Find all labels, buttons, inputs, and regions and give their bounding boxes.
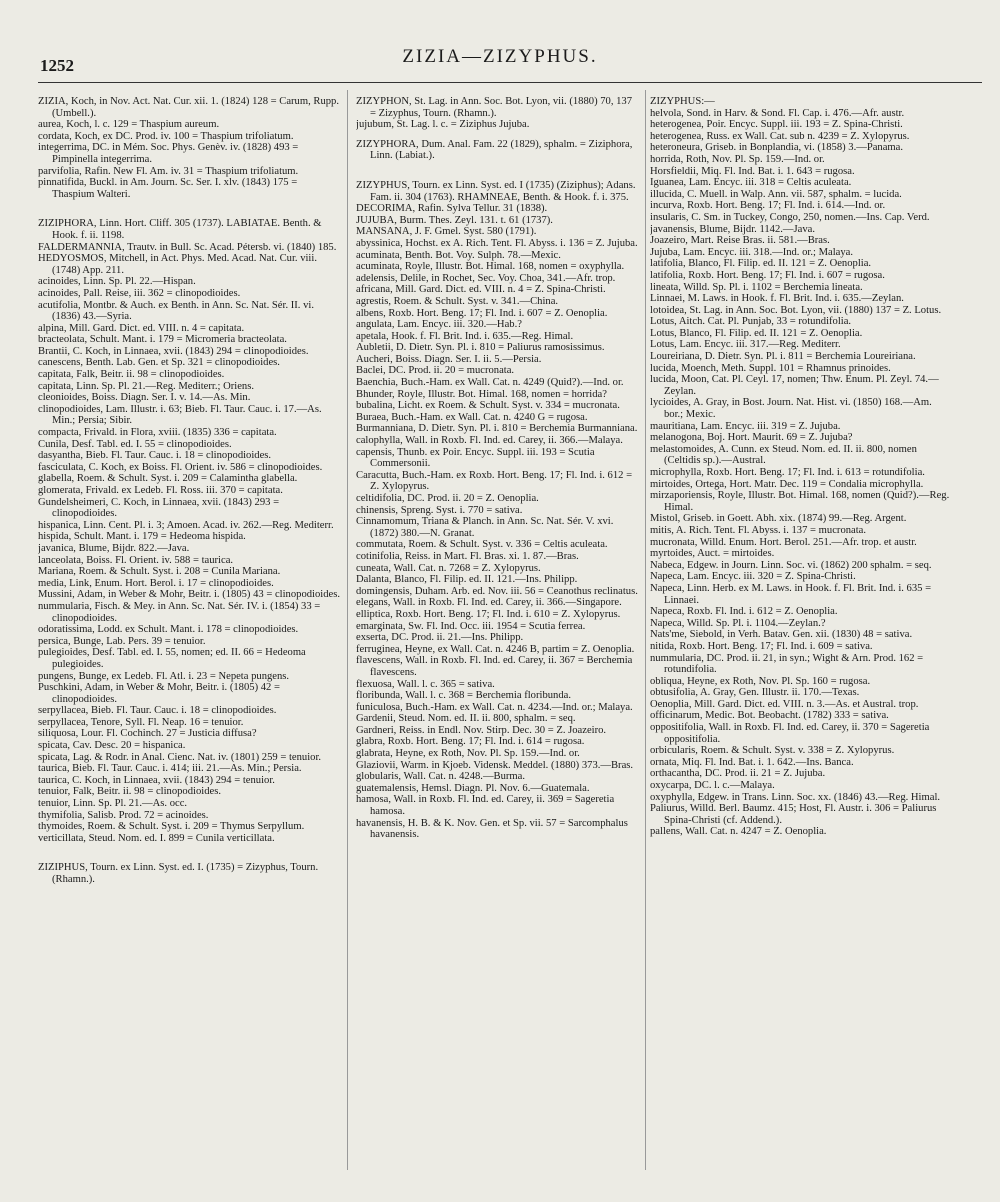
index-entry: agrestis, Roem. & Schult. Syst. v. 341.—China. (356, 295, 559, 307)
index-entry: Linnaei, M. Laws. in Hook. f. Fl. Brit. Ind. i. 635.—Zeylan. (650, 293, 904, 305)
index-entry: ZIZIA, Koch, in Nov. Act. Nat. Cur. xii. 1. (1824) 128 = Carum, Rupp. (Umbell.). (38, 96, 339, 119)
index-entry: MANSANA, J. F. Gmel. Syst. 580 (1791). (356, 226, 537, 238)
index-entry: Lotus, Aitch. Cat. Pl. Punjab, 33 = rotundifolia. (650, 316, 852, 328)
index-entry: flexuosa, Wall. l. c. 365 = sativa. (356, 678, 495, 690)
index-entry: ZIZYPHUS, Tourn. ex Linn. Syst. ed. I (1735) (Ziziphus); Adans. Fam. ii. 304 (1763). RHAMNEAE, Benth. & Hook. f. i. 375. (356, 179, 636, 203)
index-entry: thymifolia, Salisb. Prod. 72 = acinoides. (38, 809, 209, 821)
index-entry: canescens, Benth. Lab. Gen. et Sp. 321 = clinopodioides. (38, 357, 280, 369)
index-entry: lucida, Moon, Cat. Pl. Ceyl. 17, nomen; Thw. Enum. Pl. Zeyl. 74.—Zeylan. (650, 374, 939, 397)
index-entry: thymoides, Roem. & Schult. Syst. i. 209 = Thymus Serpyllum. (38, 821, 305, 833)
index-entry: serpyllacea, Bieb. Fl. Taur. Cauc. i. 18 = clinopodioides. (38, 705, 277, 717)
index-entry: integerrima, DC. in Mém. Soc. Phys. Genèv. iv. (1828) 493 = Pimpinella integerrima. (38, 142, 299, 165)
index-entry: melastomoides, A. Cunn. ex Steud. Nom. ed. II. ii. 800, nomen (Celtidis sp.).—Austral. (650, 443, 917, 467)
index-entry: javanensis, Blume, Bijdr. 1142.—Java. (650, 223, 815, 235)
index-entry: Aucheri, Boiss. Diagn. Ser. I. ii. 5.—Persia. (356, 353, 542, 365)
index-entry: Joazeiro, Mart. Reise Bras. ii. 581.—Bras. (650, 235, 830, 247)
index-entry: bubalina, Licht. ex Roem. & Schult. Syst. v. 334 = mucronata. (356, 400, 620, 412)
index-entry: Baenchia, Buch.-Ham. ex Wall. Cat. n. 4249 (Quid?).—Ind. or. (356, 377, 624, 389)
index-entry: dasyantha, Bieb. Fl. Taur. Cauc. i. 18 = clinopodioides. (38, 450, 272, 462)
index-entry: mirzaporiensis, Royle, Illustr. Bot. Himal. 168, nomen (Quid?).—Reg. Himal. (650, 490, 950, 513)
index-entry: Lotus, Blanco, Fl. Filip. ed. II. 121 = Z. Oenoplia. (650, 327, 863, 339)
index-entry: Iguanea, Lam. Encyc. iii. 318 = Celtis aculeata. (650, 177, 852, 189)
index-entry: aurea, Koch, l. c. 129 = Thaspium aureum. (38, 119, 220, 131)
index-entry: Nabeca, Edgew. in Journ. Linn. Soc. vi. (1862) 200 sphalm. = seq. (650, 559, 932, 571)
index-entry: illucida, C. Muell. in Walp. Ann. vii. 587, sphalm. = lucida. (650, 188, 902, 200)
index-entry: Gardneri, Reiss. in Endl. Nov. Stirp. Dec. 30 = Z. Joazeiro. (356, 724, 607, 736)
index-entry: microphylla, Roxb. Hort. Beng. 17; Fl. Ind. i. 613 = rotundifolia. (650, 467, 925, 478)
index-entry: Oenoplia, Mill. Gard. Dict. ed. VIII. n. 3.—As. et Austral. trop. (650, 698, 919, 710)
index-entry: Loureiriana, D. Dietr. Syn. Pl. i. 811 = Berchemia Loureiriana. (650, 351, 916, 363)
index-entry: oppositifolia, Wall. in Roxb. Fl. Ind. ed. Carey, ii. 370 = Sageretia oppositifolia. (650, 722, 930, 745)
index-entry: ornata, Miq. Fl. Ind. Bat. i. 1. 642.—Ins. Banca. (650, 756, 854, 768)
index-entry: orbicularis, Roem. & Schult. Syst. v. 338 = Z. Xylopyrus. (650, 745, 895, 757)
index-entry: oxyphylla, Edgew. in Trans. Linn. Soc. xx. (1846) 43.—Reg. Himal. (650, 791, 941, 803)
index-entry: myrtoides, Auct. = mirtoides. (650, 548, 775, 560)
index-entry: exserta, DC. Prod. ii. 21.—Ins. Philipp. (356, 632, 524, 644)
index-entry: Napeca, Roxb. Fl. Ind. i. 612 = Z. Oenoplia. (650, 606, 838, 618)
index-entry: cleonioides, Boiss. Diagn. Ser. I. v. 14.—As. Min. (38, 392, 251, 404)
index-entry: glomerata, Frivald. ex Ledeb. Fl. Ross. iii. 370 = capitata. (38, 485, 283, 496)
index-entry: acutifolia, Montbr. & Auch. ex Benth. in Ann. Sc. Nat. Sér. II. vi. (1836) 43.—Syria. (38, 299, 314, 323)
column-1 (38, 96, 341, 1196)
header-rule (38, 82, 982, 83)
index-entry: Cunila, Desf. Tabl. ed. I. 55 = clinopodioides. (38, 438, 232, 450)
index-entry: latifolia, Roxb. Hort. Beng. 17; Fl. Ind. i. 607 = rugosa. (650, 269, 885, 281)
index-entry: Gundelsheimeri, C. Koch, in Linnaea, xvii. (1843) 293 = clinopodioides. (38, 496, 280, 520)
index-entry: glabrata, Heyne, ex Roth, Nov. Pl. Sp. 159.—Ind. or. (356, 748, 580, 760)
index-entry: albens, Roxb. Hort. Beng. 17; Fl. Ind. i. 607 = Z. Oenoplia. (356, 307, 608, 319)
index-entry: ZIZIPHORA, Linn. Hort. Cliff. 305 (1737). LABIATAE. Benth. & Hook. f. ii. 1198. (38, 218, 322, 241)
index-entry: ZIZYPHON, St. Lag. in Ann. Soc. Bot. Lyon, vii. (1880) 70, 137 = Zizyphus, Tourn. (Rhamn.). (356, 96, 633, 119)
index-entry: FALDERMANNIA, Trautv. in Bull. Sc. Acad. Pétersb. vi. (1840) 185. (38, 241, 337, 253)
index-entry: acinoides, Pall. Reise, iii. 362 = clinopodioides. (38, 287, 241, 299)
index-entry: Aubletii, D. Dietr. Syn. Pl. i. 810 = Paliurus ramosissimus. (356, 342, 605, 354)
index-entry: hispanica, Linn. Cent. Pl. i. 3; Amoen. Acad. iv. 262.—Reg. Mediterr. (38, 519, 334, 531)
index-entry: nummularia, DC. Prod. ii. 21, in syn.; Wight & Arn. Prod. 162 = rotundifolia. (650, 652, 924, 676)
index-entry: acuminata, Benth. Bot. Voy. Sulph. 78.—Mexic. (356, 249, 561, 261)
index-entry: celtidifolia, DC. Prod. ii. 20 = Z. Oenoplia. (356, 493, 539, 504)
index-entry: pallens, Wall. Cat. n. 4247 = Z. Oenoplia. (650, 826, 827, 838)
index-entry: tenuior, Linn. Sp. Pl. 21.—As. occ. (38, 798, 188, 810)
index-entry: Mussini, Adam, in Weber & Mohr, Beitr. i. (1805) 43 = clinopodioides. (38, 589, 340, 601)
index-entry: Bhunder, Royle, Illustr. Bot. Himal. 168, nomen = horrida? (356, 388, 607, 400)
column-2 (356, 96, 640, 1196)
index-entry: ZIZYPHUS:— (650, 96, 715, 107)
index-entry: incurva, Roxb. Hort. Beng. 17; Fl. Ind. i. 614.—Ind. or. (650, 200, 886, 212)
index-entry: heterogenea, Russ. ex Wall. Cat. sub n. 4239 = Z. Xylopyrus. (650, 130, 910, 142)
index-entry: Baclei, DC. Prod. ii. 20 = mucronata. (356, 365, 515, 377)
index-entry: latifolia, Blanco, Fl. Filip. ed. II. 121 = Z. Oenoplia. (650, 258, 872, 270)
column-divider (347, 90, 348, 1170)
index-entry: Napeca, Lam. Encyc. iii. 320 = Z. Spina-Christi. (650, 571, 856, 583)
index-entry: cotinifolia, Reiss. in Mart. Fl. Bras. xi. 1. 87.—Bras. (356, 550, 579, 562)
index-entry: Cinnamomum, Triana & Planch. in Ann. Sc. Nat. Sér. V. xvi. (1872) 380.—N. Granat. (356, 516, 614, 539)
index-entry: nitida, Roxb. Hort. Beng. 17; Fl. Ind. i. 609 = sativa. (650, 640, 873, 652)
index-entry: floribunda, Wall. l. c. 368 = Berchemia floribunda. (356, 690, 571, 702)
index-entry: lycioides, A. Gray, in Bost. Journ. Nat. Hist. vi. (1850) 168.—Am. bor.; Mexic. (650, 397, 932, 421)
index-entry: Gardenii, Steud. Nom. ed. II. ii. 800, sphalm. = seq. (356, 713, 576, 725)
index-entry: Napeca, Linn. Herb. ex M. Laws. in Hook. f. Fl. Brit. Ind. i. 635 = Linnaei. (650, 582, 932, 606)
index-entry: glabella, Roem. & Schult. Syst. i. 209 = Calamintha glabella. (38, 473, 298, 485)
index-entry: cuneata, Wall. Cat. n. 7268 = Z. Xylopyrus. (356, 562, 541, 574)
index-entry: lanceolata, Boiss. Fl. Orient. iv. 588 = taurica. (38, 554, 234, 566)
index-entry: guatemalensis, Hemsl. Diagn. Pl. Nov. 6.—Guatemala. (356, 782, 590, 794)
index-entry: tenuior, Falk, Beitr. ii. 98 = clinopodioides. (38, 786, 221, 798)
index-entry: Caracutta, Buch.-Ham. ex Roxb. Hort. Beng. 17; Fl. Ind. i. 612 = Z. Xylopyrus. (356, 469, 633, 493)
index-entry: JUJUBA, Burm. Thes. Zeyl. 131. t. 61 (1737). (356, 214, 553, 226)
index-entry: Horsfieldii, Miq. Fl. Ind. Bat. i. 1. 643 = rugosa. (650, 165, 855, 177)
index-entry: globularis, Wall. Cat. n. 4248.—Burma. (356, 771, 526, 783)
index-entry: spicata, Lag. & Rodr. in Anal. Cienc. Nat. iv. (1801) 259 = tenuior. (38, 751, 322, 763)
index-entry: HEDYOSMOS, Mitchell, in Act. Phys. Med. Acad. Nat. Cur. viii. (1748) App. 211. (38, 253, 317, 276)
index-entry: Buraea, Buch.-Ham. ex Wall. Cat. n. 4240 G = rugosa. (356, 411, 588, 423)
index-entry: melanogona, Boj. Hort. Maurit. 69 = Z. Jujuba? (650, 432, 853, 444)
index-entry: africana, Mill. Gard. Dict. ed. VIII. n. 4 = Z. Spina-Christi. (356, 284, 606, 296)
index-entry: Lotus, Lam. Encyc. iii. 317.—Reg. Mediterr. (650, 339, 841, 351)
index-entry: Brantii, C. Koch, in Linnaea, xvii. (1843) 294 = clinopodioides. (38, 345, 309, 357)
index-entry: siliquosa, Lour. Fl. Cochinch. 27 = Justicia diffusa? (38, 728, 257, 740)
index-entry: domingensis, Duham. Arb. ed. Nov. iii. 56 = Ceanothus reclinatus. (356, 585, 638, 597)
index-entry: heterogenea, Poir. Encyc. Suppl. iii. 193 = Z. Spina-Christi. (650, 119, 903, 131)
index-entry: elegans, Wall. in Roxb. Fl. Ind. ed. Carey, ii. 366.—Singapore. (356, 597, 622, 609)
index-entry: flavescens, Wall. in Roxb. Fl. Ind. ed. Carey, ii. 367 = Berchemia flavescens. (356, 655, 633, 678)
index-entry: fasciculata, C. Koch, ex Boiss. Fl. Orient. iv. 586 = clinopodioides. (38, 461, 323, 473)
index-entry: javanica, Blume, Bijdr. 822.—Java. (38, 542, 190, 554)
index-entry: glabra, Roxb. Hort. Beng. 17; Fl. Ind. i. 614 = rugosa. (356, 736, 585, 748)
index-entry: acinoides, Linn. Sp. Pl. 22.—Hispan. (38, 276, 196, 288)
index-entry: taurica, C. Koch, in Linnaea, xvii. (1843) 294 = tenuior. (38, 774, 275, 786)
page-number: 1252 (40, 56, 74, 75)
index-entry: apetala, Hook. f. Fl. Brit. Ind. i. 635.—Reg. Himal. (356, 330, 574, 342)
index-entry: chinensis, Spreng. Syst. i. 770 = sativa. (356, 504, 523, 516)
index-entry: adelensis, Delile, in Rochet, Sec. Voy. Choa, 341.—Afr. trop. (356, 272, 616, 284)
index-entry: officinarum, Medic. Bot. Beobacht. (1782) 333 = sativa. (650, 710, 889, 722)
index-entry: capitata, Falk, Beitr. ii. 98 = clinopodioides. (38, 369, 225, 381)
index-entry: DECORIMA, Rafin. Sylva Tellur. 31 (1838). (356, 203, 548, 215)
index-entry: Napeca, Willd. Sp. Pl. i. 1104.—Zeylan.? (650, 617, 826, 629)
index-entry: havanensis, H. B. & K. Nov. Gen. et Sp. vii. 57 = Sarcomphalus havanensis. (356, 817, 628, 841)
index-entry: heteroneura, Griseb. in Bonplandia, vi. (1858) 3.—Panama. (650, 142, 904, 154)
index-entry: media, Link, Enum. Hort. Berol. i. 17 = clinopodioides. (38, 577, 274, 589)
running-head: ZIZIA—ZIZYPHUS. (402, 46, 598, 67)
index-entry: capensis, Thunb. ex Poir. Encyc. Suppl. iii. 193 = Scutia Commersonii. (356, 446, 595, 470)
index-entry: mucronata, Willd. Enum. Hort. Berol. 251.—Afr. trop. et austr. (650, 536, 917, 548)
index-entry: Burmanniana, D. Dietr. Syn. Pl. i. 810 = Berchemia Burmanniana. (356, 423, 638, 435)
index-entry: serpyllacea, Tenore, Syll. Fl. Neap. 16 = tenuior. (38, 716, 244, 728)
index-entry: Glaziovii, Warm. in Kjoeb. Vidensk. Meddel. (1880) 373.—Bras. (356, 759, 634, 771)
index-entry: oxycarpa, DC. l. c.—Malaya. (650, 780, 775, 792)
index-entry: alpina, Mill. Gard. Dict. ed. VIII. n. 4 = capitata. (38, 322, 245, 334)
index-entry: pungens, Bunge, ex Ledeb. Fl. Atl. i. 23 = Nepeta pungens. (38, 670, 290, 682)
index-entry: pinnatifida, Buckl. in Am. Journ. Sc. Ser. I. xlv. (1843) 175 = Thaspium Walteri. (38, 177, 298, 200)
index-entry: angulata, Lam. Encyc. iii. 320.—Hab.? (356, 319, 522, 331)
index-entry: Mistol, Griseb. in Goett. Abh. xix. (1874) 99.—Reg. Argent. (650, 513, 907, 525)
index-entry: capitata, Linn. Sp. Pl. 21.—Reg. Mediterr.; Oriens. (38, 380, 254, 392)
index-entry: cordata, Koch, ex DC. Prod. iv. 100 = Thaspium trifoliatum. (38, 130, 294, 142)
index-entry: hamosa, Wall. in Roxb. Fl. Ind. ed. Carey, ii. 369 = Sageretia hamosa. (356, 794, 615, 818)
index-entry: Dalanta, Blanco, Fl. Filip. ed. II. 121.—Ins. Philipp. (356, 574, 578, 586)
index-entry: clinopodioides, Lam. Illustr. i. 63; Bieb. Fl. Taur. Cauc. i. 17.—As. Min.; Persia; Sibir. (38, 403, 322, 427)
column-divider (645, 90, 646, 1170)
index-entry: taurica, Bieb. Fl. Taur. Cauc. i. 414; iii. 21.—As. Min.; Persia. (38, 763, 302, 775)
index-entry: hispida, Schult. Mant. i. 179 = Hedeoma hispida. (38, 531, 246, 543)
index-entry: mitis, A. Rich. Tent. Fl. Abyss. i. 137 = mucronata. (650, 524, 867, 536)
index-entry: ferruginea, Heyne, ex Wall. Cat. n. 4246 B, partim = Z. Oenoplia. (356, 643, 635, 655)
index-entry: nummularia, Fisch. & Mey. in Ann. Sc. Nat. Sér. IV. i. (1854) 33 = clinopodioides. (38, 600, 321, 624)
index-entry: obliqua, Heyne, ex Roth, Nov. Pl. Sp. 160 = rugosa. (650, 675, 871, 687)
index-entry: abyssinica, Hochst. ex A. Rich. Tent. Fl. Abyss. i. 136 = Z. Jujuba. (356, 237, 638, 249)
index-entry: helvola, Sond. in Harv. & Sond. Fl. Cap. i. 476.—Afr. austr. (650, 107, 905, 119)
index-entry: verticillata, Steud. Nom. ed. I. 899 = Cunila verticillata. (38, 832, 275, 844)
index-entry: Paliurus, Willd. Berl. Baumz. 415; Host, Fl. Austr. i. 306 = Paliurus Spina-Christi (cf. Addend.). (650, 803, 937, 826)
index-entry: emarginata, Sw. Fl. Ind. Occ. iii. 1954 = Scutia ferrea. (356, 620, 586, 632)
index-entry: Puschkini, Adam, in Weber & Mohr, Beitr. i. (1805) 42 = clinopodioides. (38, 682, 280, 705)
index-entry: jujubum, St. Lag. l. c. = Ziziphus Jujuba. (356, 119, 530, 131)
index-entry: orthacantha, DC. Prod. ii. 21 = Z. Jujuba. (650, 768, 826, 780)
index-entry: bracteolata, Schult. Mant. i. 179 = Micromeria bracteolata. (38, 334, 287, 346)
index-entry: Mariana, Roem. & Schult. Syst. i. 208 = Cunila Mariana. (38, 566, 281, 578)
index-entry: lineata, Willd. Sp. Pl. i. 1102 = Berchemia lineata. (650, 281, 863, 293)
column-3 (650, 96, 952, 1196)
index-entry: compacta, Frivald. in Flora, xviii. (1835) 336 = capitata. (38, 427, 277, 439)
index-entry: lucida, Moench, Meth. Suppl. 101 = Rhamnus prinoides. (650, 362, 891, 374)
index-entry: elliptica, Roxb. Hort. Beng. 17; Fl. Ind. i. 610 = Z. Xylopyrus. (356, 608, 621, 620)
index-entry: ZIZIPHUS, Tourn. ex Linn. Syst. ed. I. (1735) = Zizyphus, Tourn. (Rhamn.). (38, 862, 319, 885)
index-entry: mauritiana, Lam. Encyc. iii. 319 = Z. Jujuba. (650, 420, 841, 432)
index-entry: calophylla, Wall. in Roxb. Fl. Ind. ed. Carey, ii. 366.—Malaya. (356, 435, 623, 447)
index-entry: Nats'me, Siebold, in Verh. Batav. Gen. xii. (1830) 48 = sativa. (650, 629, 913, 641)
index-entry: obtusifolia, A. Gray, Gen. Illustr. ii. 170.—Texas. (650, 687, 860, 699)
index-entry: persica, Bunge, Lab. Pers. 39 = tenuior. (38, 635, 206, 647)
index-entry: insularis, C. Sm. in Tuckey, Congo, 250, nomen.—Ins. Cap. Verd. (650, 211, 930, 223)
index-entry: acuminata, Royle, Illustr. Bot. Himal. 168, nomen = oxyphylla. (356, 261, 625, 273)
index-entry: mirtoides, Ortega, Hort. Matr. Dec. 119 = Condalia microphylla. (650, 478, 924, 490)
index-entry: spicata, Cav. Desc. 20 = hispanica. (38, 740, 186, 752)
index-entry: commutata, Roem. & Schult. Syst. v. 336 = Celtis aculeata. (356, 539, 608, 551)
index-entry: pulegioides, Desf. Tabl. ed. I. 55, nomen; ed. II. 66 = Hedeoma pulegioides. (38, 647, 306, 670)
index-entry: horrida, Roth, Nov. Pl. Sp. 159.—Ind. or. (650, 153, 825, 165)
index-entry: parvifolia, Rafin. New Fl. Am. iv. 31 = Thaspium trifoliatum. (38, 165, 299, 177)
index-entry: odoratissima, Lodd. ex Schult. Mant. i. 178 = clinopodioides. (38, 624, 299, 636)
index-entry: Jujuba, Lam. Encyc. iii. 318.—Ind. or.; Malaya. (650, 246, 854, 258)
index-entry: ZIZYPHORA, Dum. Anal. Fam. 22 (1829), sphalm. = Ziziphora, Linn. (Labiat.). (356, 138, 633, 162)
index-entry: lotoidea, St. Lag. in Ann. Soc. Bot. Lyon, vii. (1880) 137 = Z. Lotus. (650, 304, 942, 316)
index-entry: funiculosa, Buch.-Ham. ex Wall. Cat. n. 4234.—Ind. or.; Malaya. (356, 701, 633, 713)
